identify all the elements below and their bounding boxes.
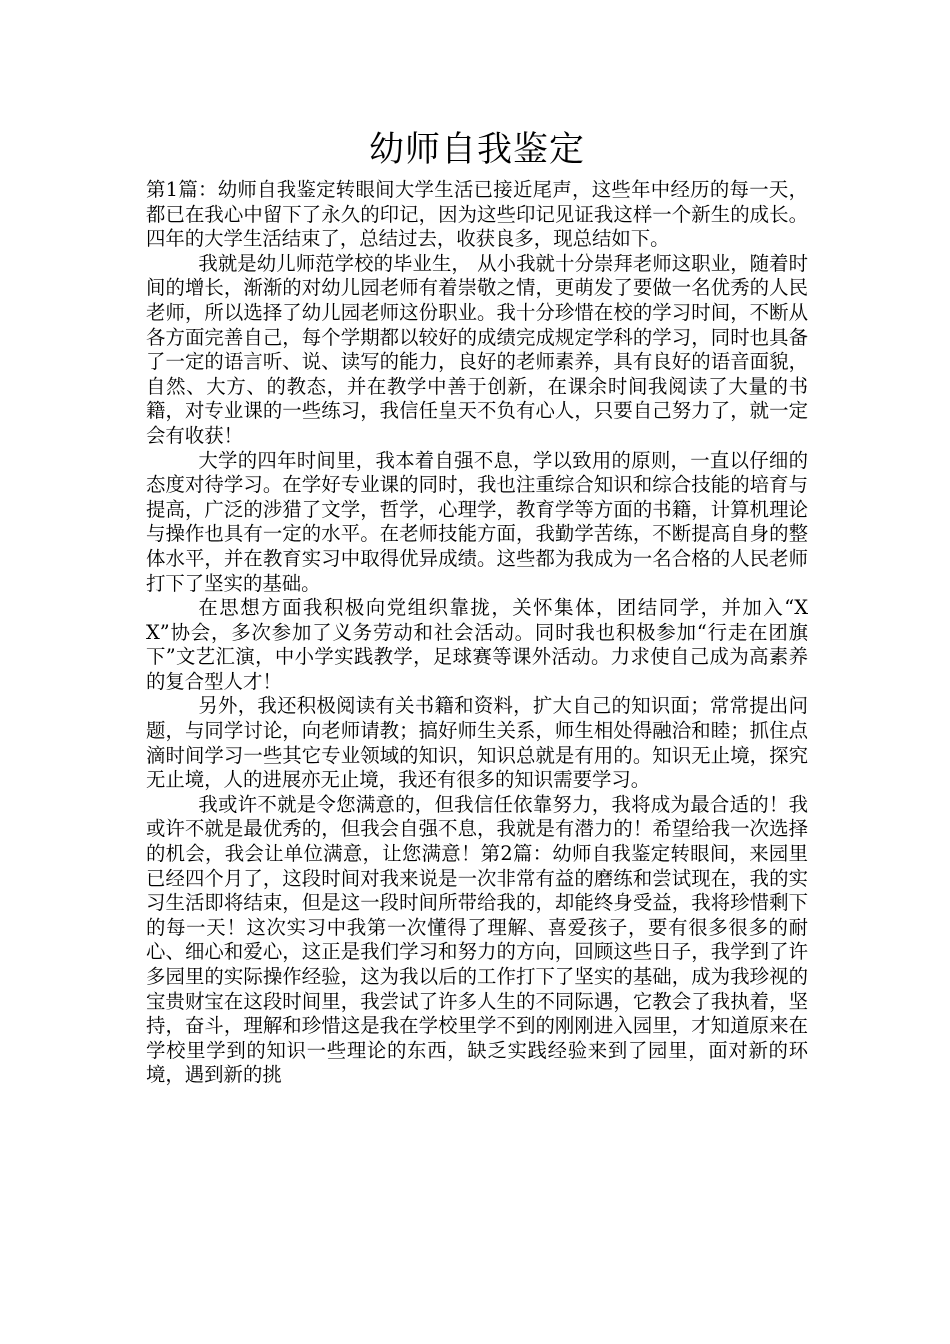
paragraph-ideology: 在思想方面我积极向党组织靠拢，关怀集体，团结同学，并加入“XX”协会，多次参加了义务劳动和社会活动。同时我也积极参加“行走在团旗下”文艺汇演，中小学实践教学，足球赛等课外活动。力求使自己成为高素养的复合型人才！ [146,596,808,693]
paragraph-conclusion: 我或许不就是令您满意的，但我信任依靠努力，我将成为最合适的！我或许不就是最优秀的，但我会自强不息，我就是有潜力的！希望给我一次选择的机会，我会让单位满意，让您满意！第2篇：幼师自我鉴定转眼间，来园里已经四个月了，这段时间对我来说是一次非常有益的磨练和尝试现在，我的实习生活即将结束，但是这一段时间所带给我的，却能终身受益，我将珍惜剩下的每一天！这次实习中我第一次懂得了理解、喜爱孩子，要有很多很多的耐心、细心和爱心，这正是我们学习和努力的方向，回顾这些日子，我学到了许多园里的实际操作经验，这为我以后的工作打下了坚实的基础，成为我珍视的宝贵财宝在这段时间里，我尝试了许多人生的不同际遇，它教会了我执着，坚持，奋斗，理解和珍惜这是我在学校里学不到的刚刚进入园里，才知道原来在学校里学到的知识一些理论的东西，缺乏实践经验来到了园里，面对新的环境，遇到新的挑 [146,792,808,1087]
paragraph-background: 我就是幼儿师范学校的毕业生， 从小我就十分崇拜老师这职业，随着时间的增长，渐渐的对幼儿园老师有着崇敬之情，更萌发了要做一名优秀的人民老师，所以选择了幼儿园老师这份职业。我十分珍惜在校的学习时间，不断从各方面完善自己，每个学期都以较好的成绩完成规定学科的学习，同时也具备了一定的语言听、说、读写的能力，良好的老师素养，具有良好的语音面貌，自然、大方、的教态，并在教学中善于创新，在课余时间我阅读了大量的书籍，对专业课的一些练习，我信任皇天不负有心人，只要自己努力了，就一定会有收获！ [146,251,808,447]
paragraph-reading: 另外，我还积极阅读有关书籍和资料，扩大自己的知识面；常常提出问题，与同学讨论，向老师请教；搞好师生关系，师生相处得融洽和睦；抓住点滴时间学习一些其它专业领域的知识，知识总就是有用的。知识无止境，探究无止境，人的进展亦无止境，我还有很多的知识需要学习。 [146,694,808,792]
paragraph-study: 大学的四年时间里，我本着自强不息，学以致用的原则，一直以仔细的态度对待学习。在学好专业课的同时，我也注重综合知识和综合技能的培育与提高，广泛的涉猎了文学，哲学，心理学，教育学等方面的书籍，计算机理论与操作也具有一定的水平。在老师技能方面，我勤学苦练，不断提高自身的整体水平，并在教育实习中取得优异成绩。这些都为我成为一名合格的人民老师打下了坚实的基础。 [146,448,808,595]
paragraph-intro: 第1篇：幼师自我鉴定转眼间大学生活已接近尾声，这些年中经历的每一天，都已在我心中留下了永久的印记，因为这些印记见证我这样一个新生的成长。四年的大学生活结束了，总结过去，收获良多，现总结如下。 [146,178,808,251]
document-title: 幼师自我鉴定 [368,130,585,170]
document-page [146,128,808,1088]
